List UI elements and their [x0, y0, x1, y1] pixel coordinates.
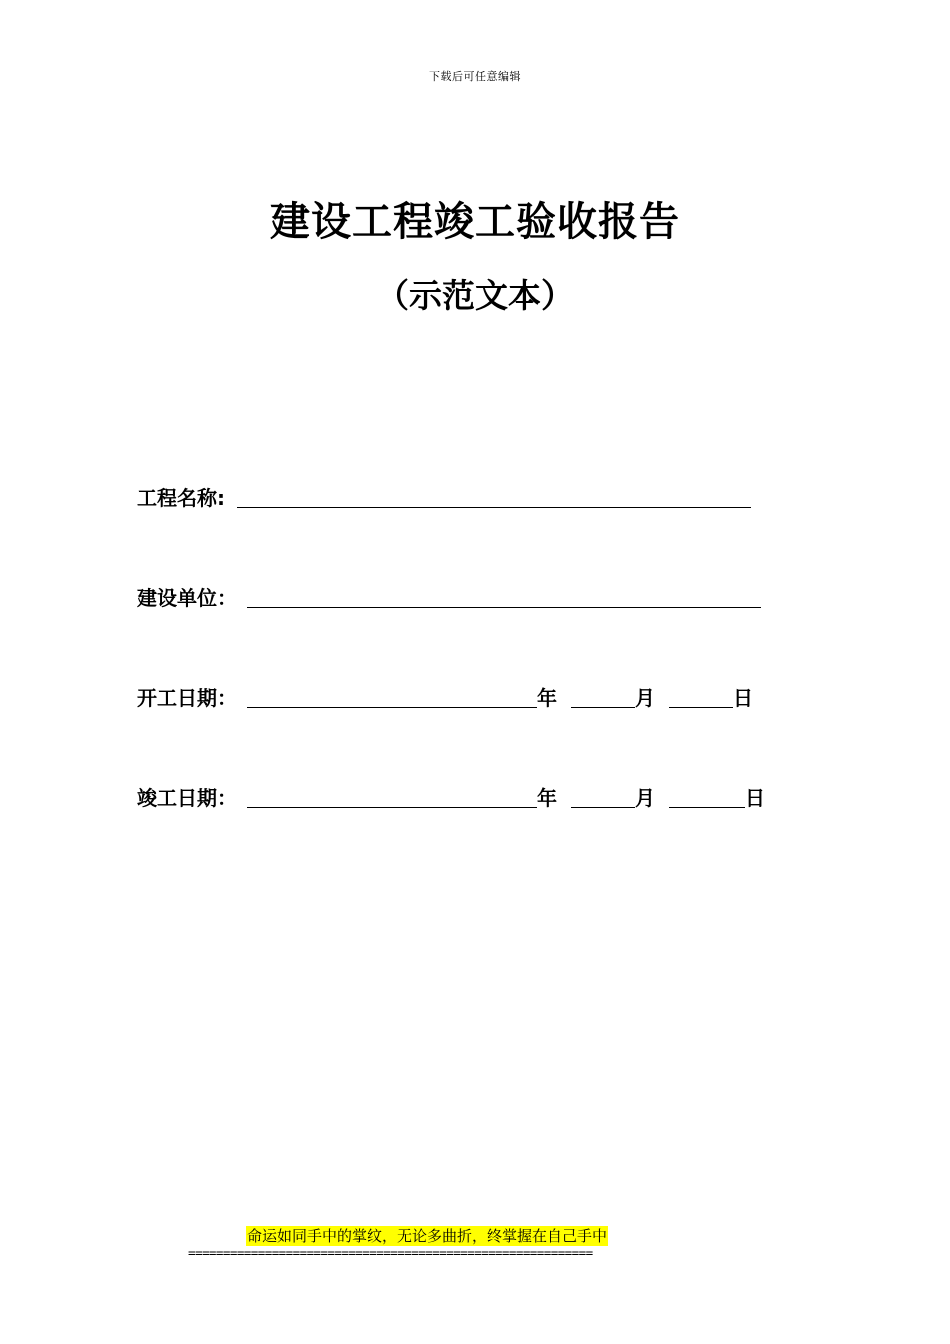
- end-date-row: [137, 780, 765, 810]
- end-day-field[interactable]: [669, 785, 745, 808]
- footer-quote: 命运如同手中的掌纹，无论多曲折，终掌握在自己手中: [247, 1227, 608, 1245]
- start-date-row: [137, 680, 753, 710]
- start-day-field[interactable]: [669, 685, 733, 708]
- builder-label: 建设单位：: [137, 586, 237, 610]
- start-year-unit: 年: [537, 686, 557, 710]
- start-date-label: 开工日期：: [137, 686, 237, 710]
- start-day-unit: 日: [733, 686, 753, 710]
- document-title: 建设工程竣工验收报告: [270, 198, 680, 245]
- start-year-field[interactable]: [247, 685, 537, 708]
- end-year-field[interactable]: [247, 785, 537, 808]
- document-subtitle: （示范文本）: [376, 276, 574, 315]
- footer-rule: ==========================================================: [188, 1245, 593, 1260]
- project-name-label: 工程名称:: [137, 486, 225, 510]
- project-name-field[interactable]: [237, 485, 751, 508]
- end-year-unit: 年: [537, 786, 557, 810]
- builder-row: [137, 580, 761, 610]
- project-name-row: [137, 480, 751, 510]
- header-note: 下载后可任意编辑: [429, 70, 521, 83]
- end-month-unit: 月: [635, 786, 655, 810]
- start-month-unit: 月: [635, 686, 655, 710]
- end-day-unit: 日: [745, 786, 765, 810]
- builder-field[interactable]: [247, 585, 761, 608]
- end-date-label: 竣工日期：: [137, 786, 237, 810]
- end-month-field[interactable]: [571, 785, 635, 808]
- start-month-field[interactable]: [571, 685, 635, 708]
